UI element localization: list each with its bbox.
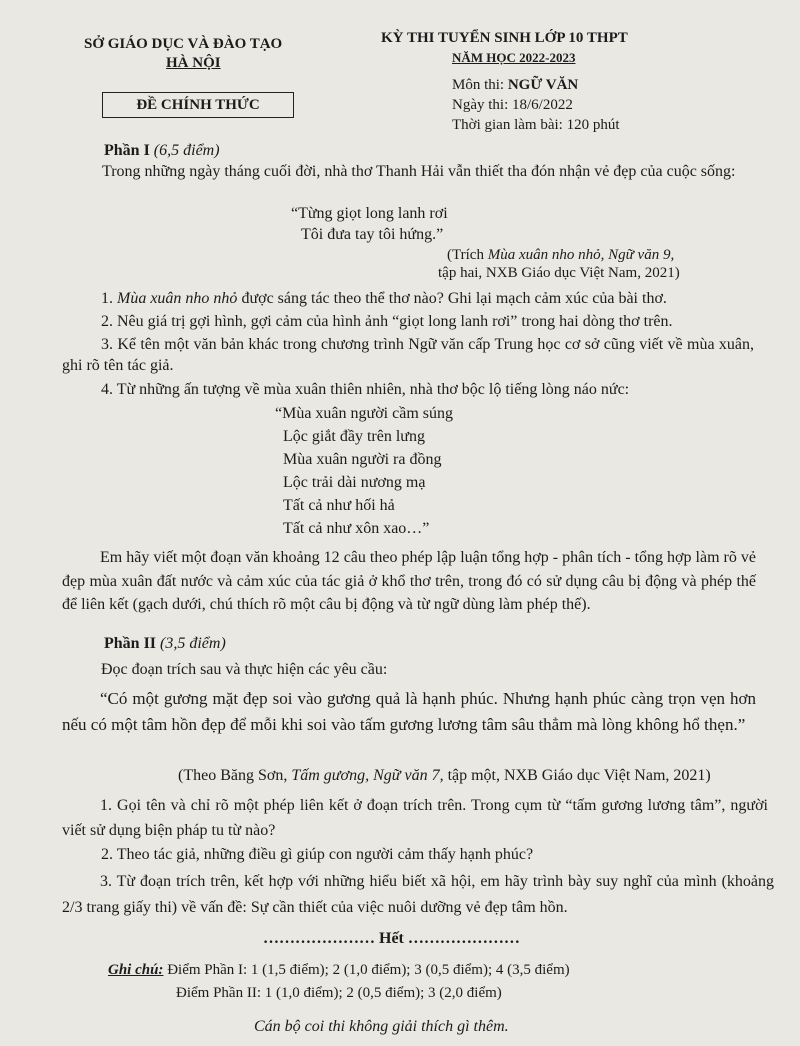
part2-question-1: 1. Gọi tên và chỉ rõ một phép liên kết ở đoạn trích trên. Trong cụm từ “tấm gương lương tâm”, người viết sử dụng biện pháp tu từ nào? — [62, 797, 768, 839]
exam-duration: Thời gian làm bài: 120 phút — [452, 117, 620, 133]
poem-line-4: Lộc trải dài nương mạ — [283, 474, 426, 491]
part2-points: (3,5 điểm) — [160, 635, 226, 652]
quote-line-2: Tôi đưa tay tôi hứng.” — [301, 226, 444, 243]
q1-number: 1. — [101, 290, 117, 307]
quote-line-1: “Từng giọt long lanh rơi — [291, 205, 448, 222]
note-label: Ghi chú: — [108, 962, 164, 978]
end-marker: ………………… Hết ………………… — [263, 930, 520, 947]
part2-source — [178, 767, 711, 785]
part1-heading — [104, 142, 220, 160]
part2-question-2: 2. Theo tác giả, những điều gì giúp con người cảm thấy hạnh phúc? — [101, 846, 534, 863]
exam-date: Ngày thi: 18/6/2022 — [452, 97, 573, 113]
part1-question-3: 3. Kể tên một văn bản khác trong chương trình Ngữ văn cấp Trung học cơ sở cũng viết về mùa xuân, ghi rõ tên tác giả. — [62, 336, 754, 374]
part2-intro: Đọc đoạn trích sau và thực hiện các yêu cầu: — [101, 661, 388, 678]
poem-line-6: Tất cả như xôn xao…” — [283, 520, 430, 537]
subject-name: NGỮ VĂN — [507, 77, 579, 93]
part2-heading — [104, 635, 226, 653]
part1-points: (6,5 điểm) — [153, 142, 220, 159]
part1-question-4: 4. Từ những ấn tượng về mùa xuân thiên nhiên, nhà thơ bộc lộ tiếng lòng náo nức: — [101, 381, 630, 398]
part2-title: Phần II — [104, 635, 157, 652]
subject-label: Môn thi: — [452, 77, 508, 93]
school-year: NĂM HỌC 2022-2023 — [452, 50, 576, 65]
part2-source-prefix: (Theo Băng Sơn, — [178, 767, 292, 784]
part2-source-work: Tấm gương, Ngữ văn 7, — [291, 767, 444, 784]
q1-work-title: Mùa xuân nho nhỏ — [117, 290, 238, 307]
part1-intro: Trong những ngày tháng cuối đời, nhà thơ Thanh Hải vẫn thiết tha đón nhận vẻ đẹp của cuộc sống: — [102, 163, 736, 180]
source1-work: Mùa xuân nho nhỏ, Ngữ văn 9, — [487, 247, 675, 263]
part1-question-1 — [101, 290, 667, 308]
department-name: SỞ GIÁO DỤC VÀ ĐÀO TẠO — [84, 36, 283, 52]
source-line-2: tập hai, NXB Giáo dục Việt Nam, 2021) — [438, 265, 680, 281]
exam-title: KỲ THI TUYỂN SINH LỚP 10 THPT — [381, 30, 628, 46]
part2-excerpt: “Có một gương mặt đẹp soi vào gương quả là hạnh phúc. Nhưng hạnh phúc càng trọn vẹn hơn nếu có một tâm hồn đẹp để mỗi khi soi vào tấm gương lương tâm sâu thẳm mà lòng không hổ thẹn.” — [62, 689, 756, 734]
source1-prefix: (Trích — [447, 247, 488, 263]
poem-line-1: “Mùa xuân người cầm súng — [275, 405, 453, 422]
part2-source-rest: tập một, NXB Giáo dục Việt Nam, 2021) — [443, 767, 711, 784]
poem-line-3: Mùa xuân người ra đồng — [283, 451, 442, 468]
closing-note: Cán bộ coi thi không giải thích gì thêm. — [254, 1018, 509, 1035]
note-part1-scores: Điểm Phần I: 1 (1,5 điểm); 2 (1,0 điểm); 3 (0,5 điểm); 4 (3,5 điểm) — [163, 962, 570, 978]
poem-line-2: Lộc giắt đầy trên lưng — [283, 428, 425, 445]
part2-question-3: 3. Từ đoạn trích trên, kết hợp với những hiểu biết xã hội, em hãy trình bày suy nghĩ của mình (khoảng 2/3 trang giấy thi) về vấn đề: Sự cần thiết của việc nuôi dưỡng vẻ đẹp tâm hồn. — [62, 873, 774, 916]
note-line-2: Điểm Phần II: 1 (1,0 điểm); 2 (0,5 điểm); 3 (2,0 điểm) — [176, 985, 502, 1001]
city-name: HÀ NỘI — [166, 55, 221, 71]
part1-writing-task: Em hãy viết một đoạn văn khoảng 12 câu theo phép lập luận tổng hợp - phân tích - tổng hợp làm rõ vẻ đẹp mùa xuân đất nước và cảm xúc của tác giả ở khổ thơ trên, trong đó có sử dụng câu bị động và phép thế để liên kết (gạch dưới, chú thích rõ một câu bị động và từ ngữ dùng làm phép thế). — [62, 549, 756, 613]
official-label: ĐỀ CHÍNH THỨC — [136, 96, 260, 113]
part1-question-2: 2. Nêu giá trị gợi hình, gợi cảm của hình ảnh “giọt long lanh rơi” trong hai dòng thơ trên. — [101, 313, 673, 330]
part1-title: Phần I — [104, 142, 150, 159]
note-line-1 — [108, 962, 570, 979]
source-line-1 — [447, 247, 674, 264]
subject-line — [452, 77, 578, 94]
q1-text: được sáng tác theo thể thơ nào? Ghi lại mạch cảm xúc của bài thơ. — [237, 290, 667, 307]
poem-line-5: Tất cả như hối hả — [283, 497, 395, 514]
official-exam-box — [102, 92, 294, 118]
